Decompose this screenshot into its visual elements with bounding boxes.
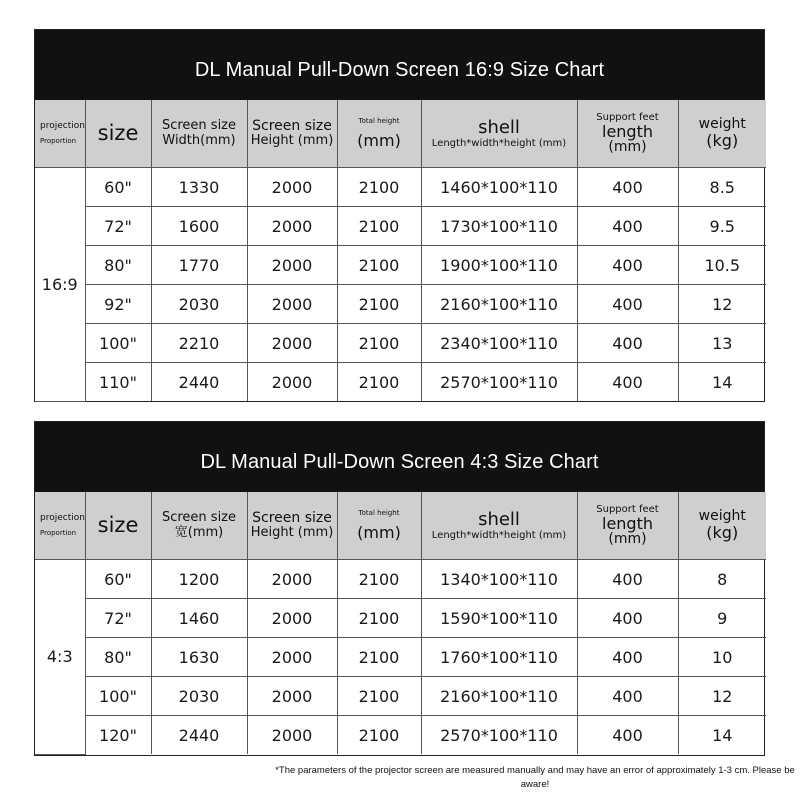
weight-cell: 10 (678, 638, 766, 677)
feet-cell: 400 (577, 285, 678, 324)
table-row (35, 363, 766, 402)
height-cell: 2000 (247, 324, 337, 363)
header-width-line1: Screen size (161, 118, 237, 134)
feet-cell: 400 (577, 246, 678, 285)
table-row (35, 246, 766, 285)
header-screen-height (247, 100, 337, 168)
size-cell: 120" (85, 716, 151, 755)
header-total-line2: (mm) (357, 130, 401, 150)
shell-cell: 1460*100*110 (421, 168, 577, 207)
width-cell: 1630 (151, 638, 247, 677)
header-projection-proportion (35, 100, 85, 168)
header-size (85, 492, 151, 560)
height-cell: 2000 (247, 638, 337, 677)
header-proportion-label: Proportion (40, 136, 77, 145)
weight-cell: 13 (678, 324, 766, 363)
weight-cell: 14 (712, 372, 733, 392)
table-row (35, 207, 766, 246)
width-cell: 2030 (151, 285, 247, 324)
header-weight-line1: weight (698, 508, 746, 524)
header-shell (421, 492, 577, 560)
width-cell: 1200 (151, 560, 247, 599)
width-cell: 1600 (151, 207, 247, 246)
shell-cell: 1900*100*110 (421, 246, 577, 285)
size-cell: 100" (85, 677, 151, 716)
header-projection-label: projection (40, 120, 85, 131)
table-body (35, 168, 766, 402)
header-shell-line1: shell (478, 117, 520, 139)
width-cell: 2210 (151, 324, 247, 363)
feet-cell: 400 (577, 324, 678, 363)
size-cell: 80" (85, 638, 151, 677)
total-cell: 2100 (337, 638, 421, 677)
table-row (35, 716, 766, 755)
size-cell: 80" (85, 246, 151, 285)
width-cell: 2440 (151, 363, 247, 402)
header-support-feet (577, 100, 678, 168)
header-feet-line3: (mm) (608, 531, 647, 548)
feet-cell: 400 (577, 599, 678, 638)
header-weight (678, 100, 766, 168)
total-cell: 2100 (337, 324, 421, 363)
total-cell: 2100 (337, 599, 421, 638)
size-cell: 60" (85, 168, 151, 207)
header-shell-line2: Length*width*height (mm) (431, 137, 567, 149)
size-table (35, 100, 766, 402)
chart-title-bar (35, 30, 764, 100)
feet-cell: 400 (577, 560, 678, 599)
footnote: *The parameters of the projector screen are measured manually and may have an error of approximately 1-3 cm. Please be aware! (275, 765, 795, 790)
header-feet-line2: length (602, 513, 653, 533)
shell-cell: 2570*100*110 (421, 363, 577, 402)
height-cell: 2000 (247, 716, 337, 755)
size-cell: 100" (85, 324, 151, 363)
header-feet-line3: (mm) (608, 139, 647, 156)
header-size-label: size (97, 120, 139, 145)
weight-cell: 12 (678, 285, 766, 324)
height-cell: 2000 (247, 285, 337, 324)
header-feet-line1: Support feet (596, 111, 659, 123)
table-row (35, 168, 766, 207)
height-cell: 2000 (247, 207, 337, 246)
shell-cell: 2570*100*110 (421, 716, 577, 755)
shell-cell: 1730*100*110 (421, 207, 577, 246)
height-cell: 2000 (247, 168, 337, 207)
weight-cell: 9 (678, 599, 766, 638)
header-feet-line2: length (602, 121, 653, 141)
header-feet-line1: Support feet (596, 503, 659, 515)
header-total-line1: Total height (358, 508, 400, 517)
header-weight-line1: weight (698, 116, 746, 132)
shell-cell: 2340*100*110 (421, 324, 577, 363)
shell-cell: 2160*100*110 (421, 677, 577, 716)
weight-cell: 14 (712, 725, 733, 745)
weight-cell: 12 (678, 677, 766, 716)
table-row (35, 285, 766, 324)
header-shell (421, 100, 577, 168)
shell-cell: 1760*100*110 (421, 638, 577, 677)
table-header-row (35, 100, 766, 168)
size-cell: 92" (85, 285, 151, 324)
feet-cell: 400 (577, 168, 678, 207)
table-row (35, 560, 766, 599)
header-weight (678, 492, 766, 560)
size-cell: 72" (85, 207, 151, 246)
table-header-row (35, 492, 766, 560)
weight-cell: 8 (678, 560, 766, 599)
header-proportion-label: Proportion (40, 528, 77, 537)
height-cell: 2000 (247, 560, 337, 599)
height-cell: 2000 (247, 599, 337, 638)
feet-cell: 400 (577, 207, 678, 246)
width-cell: 1460 (151, 599, 247, 638)
total-cell: 2100 (337, 716, 421, 755)
header-total-line1: Total height (358, 116, 400, 125)
shell-cell: 2160*100*110 (421, 285, 577, 324)
total-cell: 2100 (337, 560, 421, 599)
height-cell: 2000 (247, 677, 337, 716)
header-height-line2: Height (mm) (250, 133, 334, 149)
header-projection-label: projection (40, 512, 85, 523)
size-chart-16-9 (34, 29, 765, 402)
header-screen-width (151, 492, 247, 560)
header-screen-width (151, 100, 247, 168)
header-shell-line1: shell (478, 509, 520, 531)
header-total-height (337, 492, 421, 560)
size-chart-4-3 (34, 421, 765, 756)
height-cell: 2000 (247, 246, 337, 285)
height-cell: 2000 (247, 363, 337, 402)
weight-cell: 9.5 (678, 207, 766, 246)
feet-cell: 400 (577, 638, 678, 677)
header-width-line2: 宽(mm) (174, 524, 224, 540)
total-cell: 2100 (337, 207, 421, 246)
header-support-feet (577, 492, 678, 560)
feet-cell: 400 (577, 716, 678, 755)
total-cell: 2100 (337, 363, 421, 402)
table-row (35, 599, 766, 638)
feet-cell: 400 (577, 677, 678, 716)
table-row (35, 324, 766, 363)
header-total-line2: (mm) (357, 522, 401, 542)
header-screen-height (247, 492, 337, 560)
width-cell: 1330 (151, 168, 247, 207)
header-total-height (337, 100, 421, 168)
chart-title-bar (35, 422, 764, 492)
header-weight-line2: (kg) (706, 523, 739, 543)
width-cell: 2030 (151, 677, 247, 716)
header-weight-line2: (kg) (706, 131, 739, 151)
header-height-line2: Height (mm) (250, 525, 334, 541)
weight-cell: 8.5 (678, 168, 766, 207)
header-width-line1: Screen size (161, 510, 237, 526)
ratio-cell: 4:3 (35, 560, 85, 755)
size-table (35, 492, 766, 755)
feet-cell: 400 (577, 363, 678, 402)
header-projection-proportion (35, 492, 85, 560)
header-height-line1: Screen size (252, 117, 332, 134)
total-cell: 2100 (337, 677, 421, 716)
total-cell: 2100 (337, 168, 421, 207)
size-cell: 72" (85, 599, 151, 638)
header-size-label: size (97, 512, 139, 537)
width-cell: 1770 (151, 246, 247, 285)
ratio-cell: 16:9 (35, 168, 85, 402)
shell-cell: 1590*100*110 (421, 599, 577, 638)
table-body (35, 560, 766, 755)
header-size (85, 100, 151, 168)
chart-title: DL Manual Pull-Down Screen 16:9 Size Chart (194, 58, 605, 81)
table-row (35, 677, 766, 716)
width-cell: 2440 (151, 716, 247, 755)
size-cell: 110" (85, 363, 151, 402)
total-cell: 2100 (337, 246, 421, 285)
header-shell-line2: Length*width*height (mm) (431, 529, 567, 541)
chart-title: DL Manual Pull-Down Screen 4:3 Size Chart (200, 450, 599, 473)
table-row (35, 638, 766, 677)
shell-cell: 1340*100*110 (421, 560, 577, 599)
size-cell: 60" (85, 560, 151, 599)
weight-cell: 10.5 (678, 246, 766, 285)
header-width-line2: Width(mm) (162, 132, 236, 148)
total-cell: 2100 (337, 285, 421, 324)
header-height-line1: Screen size (252, 509, 332, 526)
